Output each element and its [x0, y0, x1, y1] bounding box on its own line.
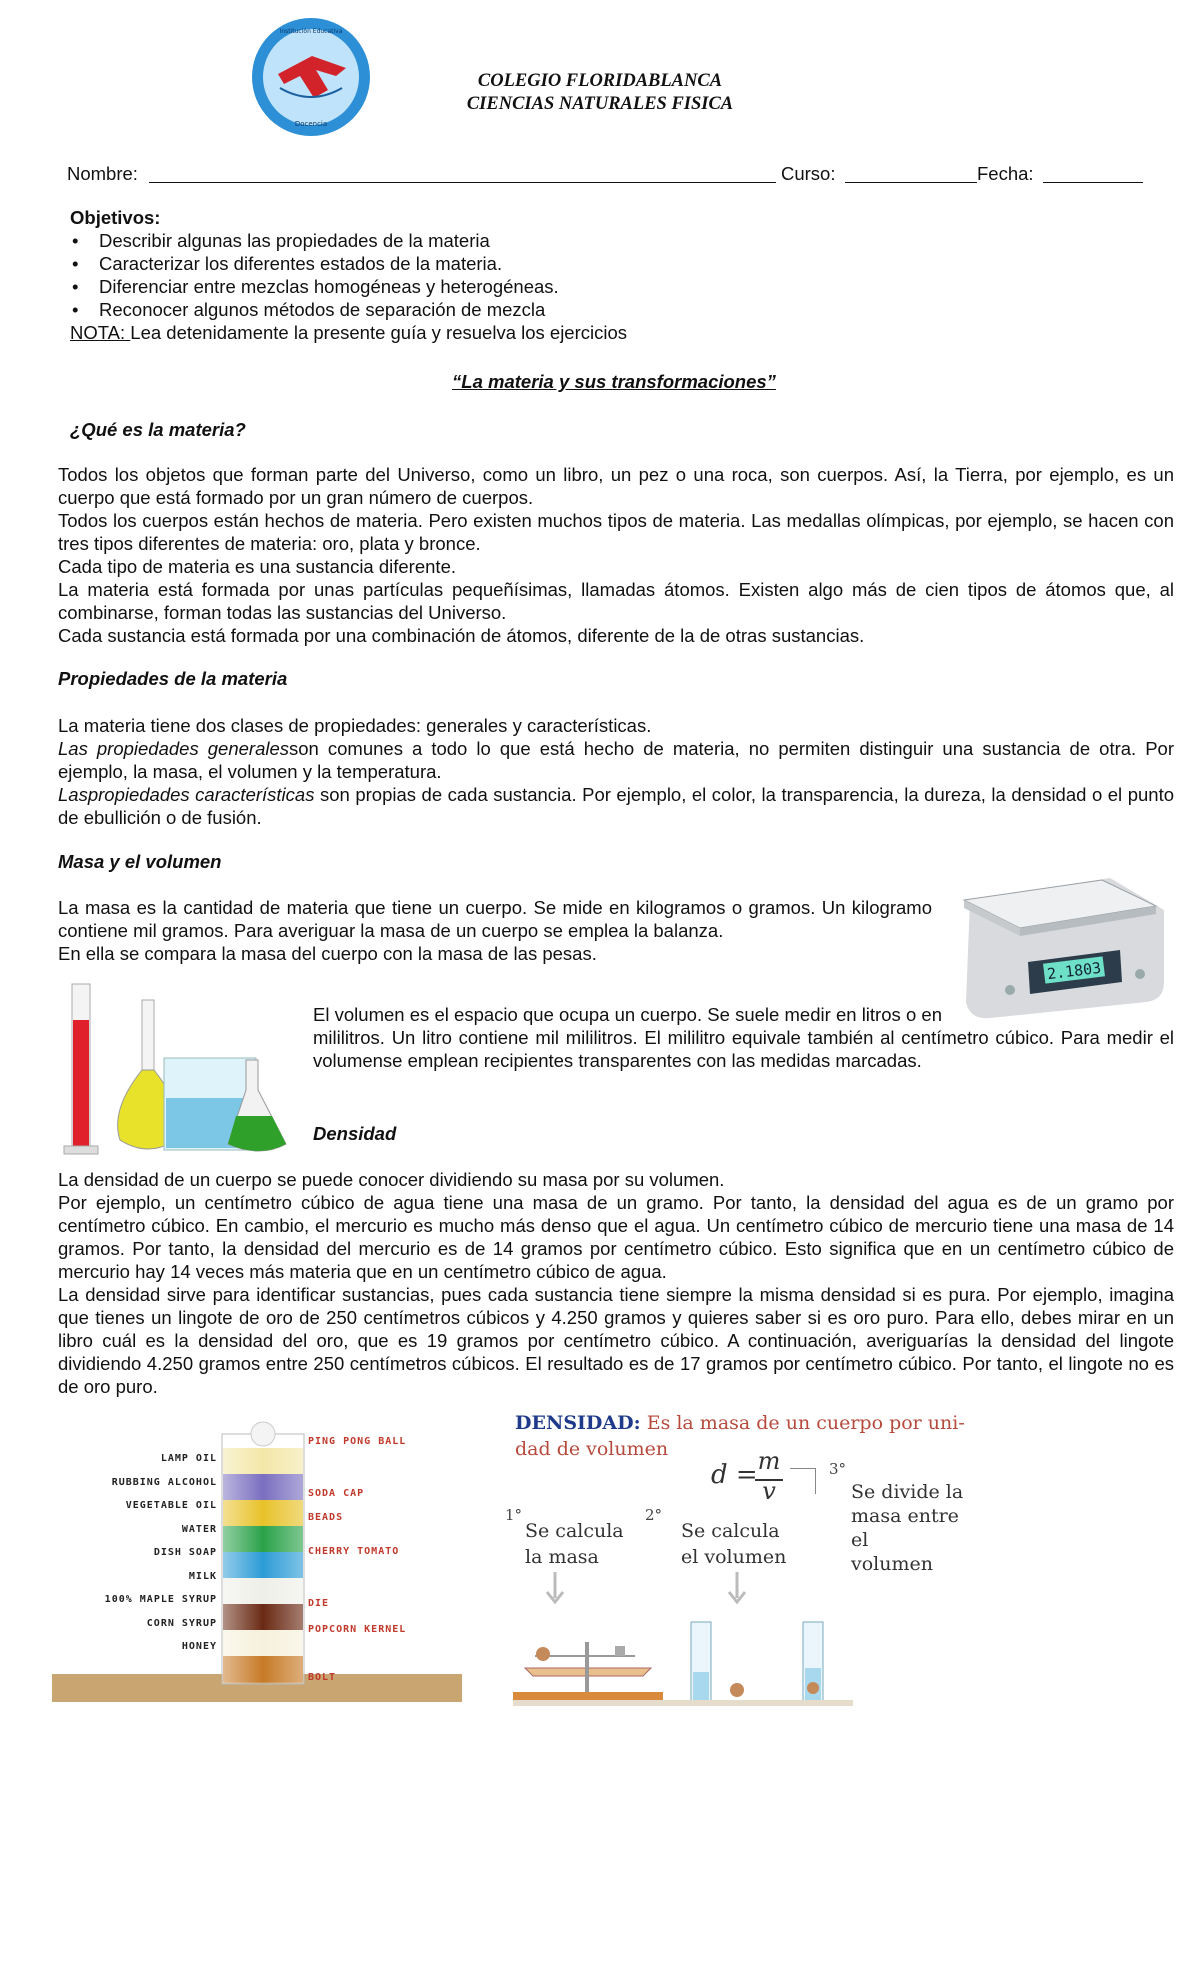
paragraph-text: son comunes a todo lo que está hecho de materia, no permiten distinguir una sustancia de otra. Por ejemplo, la masa, el volumen y la temperatura. — [58, 738, 1175, 782]
fecha-label: Fecha: — [977, 163, 1034, 184]
objectives-list — [70, 229, 1070, 321]
curso-field[interactable] — [845, 162, 977, 183]
student-info-row — [67, 162, 1147, 188]
diagram-title-rest: Es la masa de un cuerpo por uni- — [640, 1412, 965, 1434]
object-label: PING PONG BALL — [308, 1436, 407, 1447]
propiedades-section — [58, 714, 1174, 829]
list-item: • Diferenciar entre mezclas homogéneas y heterogéneas. — [70, 275, 1070, 298]
masa-section — [58, 896, 932, 965]
objectives-section — [70, 206, 1070, 344]
liquid-label: CORN SYRUP — [146, 1617, 217, 1629]
paragraph: En ella se compara la masa del cuerpo con la masa de las pesas. — [58, 943, 597, 964]
scale-wrap-spacer — [942, 1003, 1174, 1026]
object-label: BEADS — [308, 1512, 344, 1523]
step3-line: Se divide la — [851, 1481, 964, 1503]
list-item: • Describir algunas las propiedades de la materia — [70, 229, 1070, 252]
object-label: DIE — [308, 1598, 330, 1609]
lab-glassware-image — [60, 980, 300, 1158]
liquid-label: VEGETABLE OIL — [125, 1500, 217, 1511]
page-title: “La materia y sus transformaciones” — [452, 371, 776, 392]
paragraph: Cada tipo de materia es una sustancia diferente. — [58, 556, 456, 577]
materia-heading: ¿Qué es la materia? — [70, 419, 246, 440]
italic-term: Las propiedades generales — [58, 738, 290, 759]
liquid-label: WATER — [181, 1523, 217, 1535]
liquid-label: RUBBING ALCOHOL — [111, 1476, 217, 1488]
school-header — [400, 70, 800, 116]
school-logo — [250, 16, 372, 138]
masa-heading: Masa y el volumen — [58, 851, 222, 872]
densidad-section — [58, 1168, 1174, 1398]
liquid-label: DISH SOAP — [153, 1547, 217, 1558]
step2-text — [681, 1518, 786, 1570]
scale-display: 2.1803 — [1046, 958, 1103, 984]
nombre-label: Nombre: — [67, 163, 138, 184]
paragraph: La densidad de un cuerpo se puede conocer dividiendo su masa por su volumen. — [58, 1169, 725, 1190]
note-text: Lea detenidamente la presente guía y resuelva los ejercicios — [130, 322, 628, 343]
curso-label: Curso: — [781, 163, 836, 184]
step3-text — [851, 1480, 975, 1576]
paragraph: Por ejemplo, un centímetro cúbico de agua tiene una masa de un gramo. Por tanto, la densidad del agua es de un gramo por centímetro cúbico. En cambio, el mercurio es mucho más denso que el agua. Un centímetro cúbico de mercurio tiene una masa de 14 gramos. Por tanto, la densidad del mercurio es de 14 gramos por centímetro cúbico. Esto significa que en un centímetro cúbico de mercurio hay 14 veces más materia que en un centímetro cúbico de agua. — [58, 1192, 1174, 1282]
logo-text-top: Institución Educativa — [279, 28, 343, 35]
subject-name: CIENCIAS NATURALES FISICA — [466, 94, 734, 114]
step1-line: la masa — [525, 1546, 599, 1568]
fecha-field[interactable] — [1043, 162, 1143, 183]
densidad-heading: Densidad — [313, 1123, 397, 1144]
paragraph: La materia está formada por unas partículas pequeñísimas, llamadas átomos. Existen algo más de cien tipos de átomos que, al combinarse, forman todas las sustancias del Universo. — [58, 579, 1174, 623]
liquid-label: HONEY — [181, 1641, 217, 1652]
materia-section — [58, 463, 1174, 647]
paragraph: Cada sustancia está formada por una combinación de átomos, diferente de la de otras sustancias. — [58, 625, 865, 646]
arrow-icon — [790, 1468, 816, 1494]
object-label: SODA CAP — [308, 1488, 365, 1499]
note-label: NOTA: — [70, 322, 131, 343]
step3-number: 3° — [829, 1460, 847, 1478]
formula-v: v — [762, 1477, 776, 1505]
density-formula-diagram — [505, 1412, 975, 1710]
paragraph — [58, 737, 1174, 783]
propiedades-heading: Propiedades de la materia — [58, 668, 288, 689]
list-item: • Reconocer algunos métodos de separación de mezcla — [70, 298, 1070, 321]
object-label: CHERRY TOMATO — [308, 1546, 400, 1557]
liquid-label: MILK — [188, 1570, 217, 1582]
step2-line: el volumen — [681, 1546, 787, 1568]
diagram-title-bold: DENSIDAD: — [515, 1412, 641, 1434]
paragraph — [58, 783, 1174, 829]
logo-text-bottom: Docencia — [294, 120, 328, 128]
step1-text — [525, 1518, 624, 1570]
note — [70, 321, 1070, 344]
liquid-labels — [52, 1447, 217, 1659]
step3-line: volumen — [851, 1553, 933, 1575]
step1-line: Se calcula — [525, 1520, 624, 1542]
formula-d: d = — [711, 1460, 758, 1490]
paragraph-text: son propias de cada sustancia. Por ejemplo, el color, la transparencia, la dureza, la densidad o el punto de ebullición o de fusión. — [58, 784, 1174, 828]
step2-number: 2° — [645, 1506, 663, 1524]
paragraph: Todos los objetos que forman parte del Universo, como un libro, un pez o una roca, son cuerpos. Así, la Tierra, por ejemplo, es un cuerpo que está formado por un gran número de cuerpos. — [58, 464, 1174, 508]
paragraph: La masa es la cantidad de materia que tiene un cuerpo. Se mide en kilogramos o gramos. Un kilogramo contiene mil gramos. Para averiguar la masa de un cuerpo se emplea la balanza. — [58, 897, 932, 941]
volumen-section — [313, 1003, 1174, 1073]
liquid-label: LAMP OIL — [160, 1453, 217, 1464]
digital-scale-image — [950, 870, 1172, 1022]
step3-line: masa entre el — [851, 1505, 959, 1551]
object-label: BOLT — [308, 1672, 337, 1683]
density-procedure-drawing — [505, 1572, 975, 1710]
object-label: POPCORN KERNEL — [308, 1624, 407, 1635]
step2-line: Se calcula — [681, 1520, 780, 1542]
paragraph: El volumen es el espacio que ocupa un cuerpo. Se suele medir en litros o en mililitros. Un litro contiene mil mililitros. El mililitro equivale también al centímetro cúbico. Para medir el volumense emplean recipientes transparentes con las medidas marcadas. — [313, 1004, 1174, 1071]
school-name: COLEGIO FLORIDABLANCA — [477, 71, 723, 91]
diagram-title — [515, 1412, 965, 1435]
paragraph: Todos los cuerpos están hechos de materia. Pero existen muchos tipos de materia. Las medallas olímpicas, por ejemplo, se hacen con tres tipos diferentes de materia: oro, plata y bronce. — [58, 510, 1174, 554]
nombre-field[interactable] — [149, 162, 776, 183]
objectives-heading: Objetivos: — [70, 207, 161, 228]
diagram-title-line2: dad de volumen — [515, 1438, 669, 1460]
liquid-label: 100% MAPLE SYRUP — [104, 1594, 217, 1605]
italic-term: Laspropiedades características — [58, 784, 315, 805]
list-item: • Caracterizar los diferentes estados de la materia. — [70, 252, 1070, 275]
step1-number: 1° — [505, 1506, 523, 1524]
paragraph: La materia tiene dos clases de propiedades: generales y características. — [58, 715, 652, 736]
formula-m: m — [757, 1447, 781, 1475]
paragraph: La densidad sirve para identificar sustancias, pues cada sustancia tiene siempre la misma densidad si es pura. Por ejemplo, imagina que tienes un lingote de oro de 250 centímetros cúbicos y 4.250 gramos y quieres saber si es oro puro. Para ello, debes mirar en un libro cuál es la densidad del oro, que es 19 gramos por centímetro cúbico. A continuación, averiguarías la densidad del lingote dividiendo 4.250 gramos entre 250 centímetros cúbicos. El resultado es de 17 gramos por centímetro cúbico. Por tanto, el lingote no es de oro puro. — [58, 1284, 1174, 1397]
density-column-image — [52, 1414, 462, 1702]
